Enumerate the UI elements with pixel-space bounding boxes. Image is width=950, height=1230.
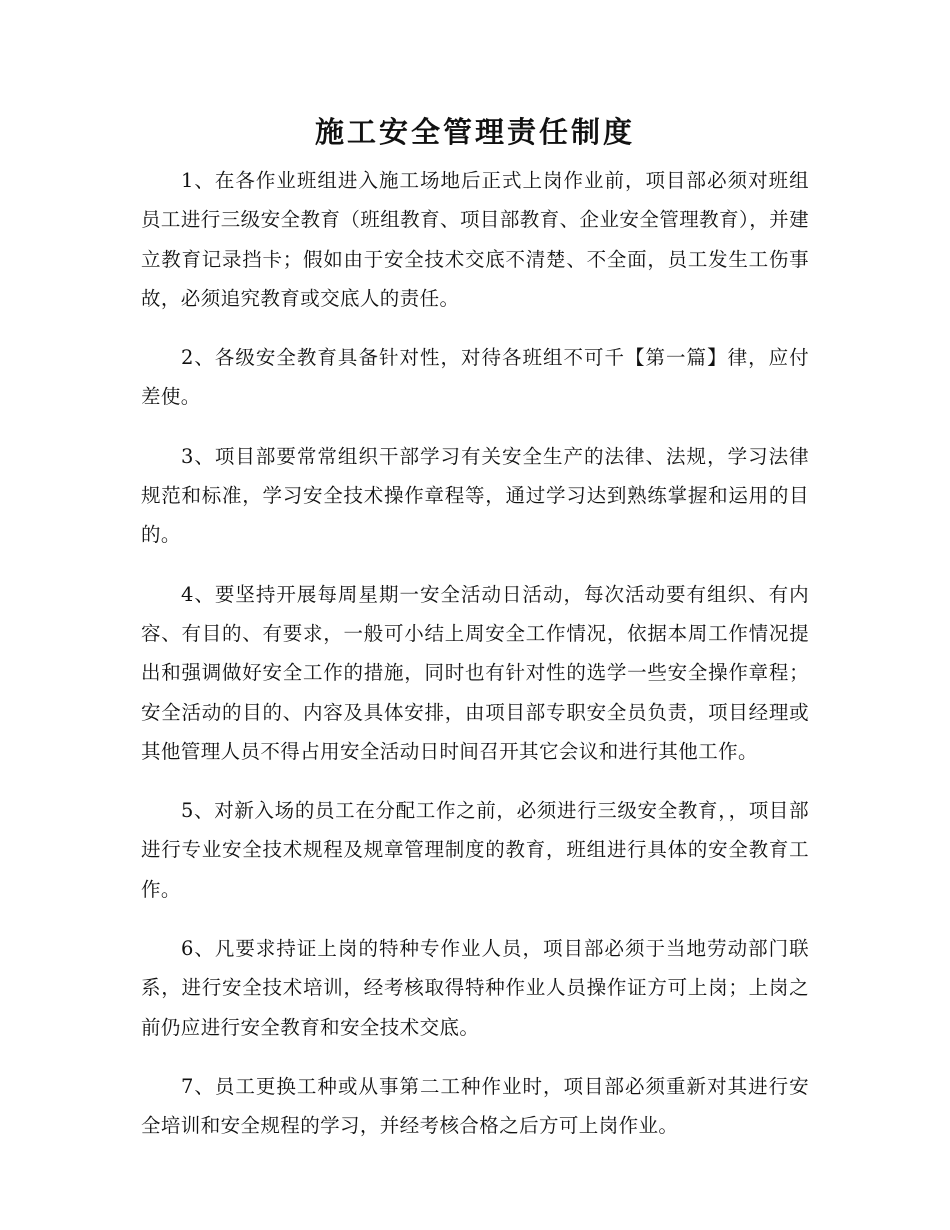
paragraph-3: 3、项目部要常常组织干部学习有关安全生产的法律、法规，学习法律规范和标准，学习安全技术操作章程等，通过学习达到熟练掌握和运用的目的。 (141, 444, 809, 547)
paragraph-1: 1、在各作业班组进入施工场地后正式上岗作业前，项目部必须对班组员工进行三级安全教育（班组教育、项目部教育、企业安全管理教育），并建立教育记录挡卡；假如由于安全技术交底不清楚、不全面，员工发生工伤事故，必须追究教育或交底人的责任。 (141, 169, 809, 310)
paragraph-4: 4、要坚持开展每周星期一安全活动日活动，每次活动要有组织、有内容、有目的、有要求，一般可小结上周安全工作情况，依据本周工作情况提出和强调做好安全工作的措施，同时也有针对性的选学一些安全操作章程；安全活动的目的、内容及具体安排，由项目部专职安全员负责，项目经理或其他管理人员不得占用安全活动日时间召开其它会议和进行其他工作。 (141, 582, 809, 763)
paragraph-7: 7、员工更换工种或从事第二工种作业时，项目部必须重新对其进行安全培训和安全规程的学习，并经考核合格之后方可上岗作业。 (141, 1074, 809, 1138)
document-title: 施工安全管理责任制度 (314, 115, 635, 149)
paragraph-6: 6、凡要求持证上岗的特种专作业人员，项目部必须于当地劳动部门联系，进行安全技术培训，经考核取得特种作业人员操作证方可上岗；上岗之前仍应进行安全教育和安全技术交底。 (141, 937, 809, 1039)
paragraph-2: 2、各级安全教育具备针对性，对待各班组不可千【第一篇】律，应付差使。 (141, 346, 809, 409)
paragraph-5: 5、对新入场的员工在分配工作之前，必须进行三级安全教育，，项目部进行专业安全技术规程及规章管理制度的教育，班组进行具体的安全教育工作。 (141, 799, 809, 901)
document-body (141, 161, 809, 1166)
